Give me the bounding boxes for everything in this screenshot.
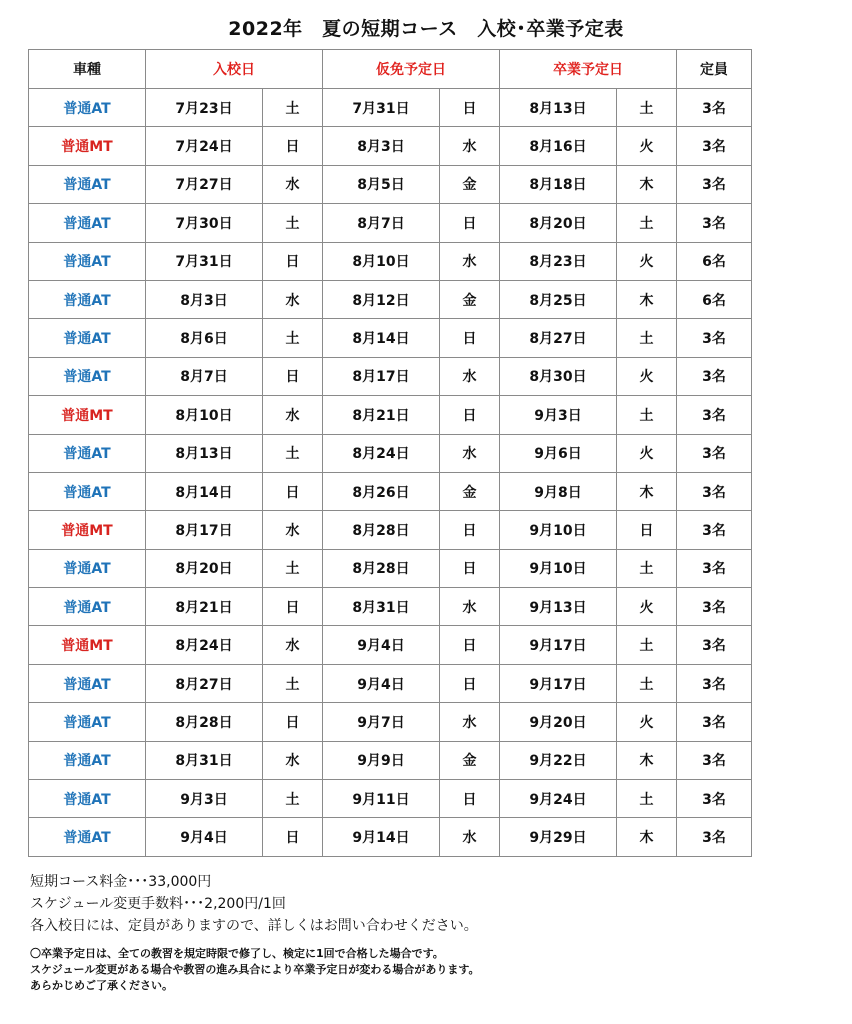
vehicle-type-cell: 普通AT (29, 319, 146, 357)
entry-weekday-cell: 土 (263, 89, 323, 127)
graduation-weekday-cell: 火 (617, 242, 677, 280)
graduation-weekday-cell: 土 (617, 549, 677, 587)
capacity-cell: 3名 (677, 434, 752, 472)
vehicle-type-cell: 普通AT (29, 664, 146, 702)
entry-date-cell: 8月13日 (146, 434, 263, 472)
entry-date-cell: 8月31日 (146, 741, 263, 779)
capacity-cell: 3名 (677, 549, 752, 587)
provisional-weekday-cell: 水 (440, 127, 500, 165)
vehicle-type-cell: 普通AT (29, 434, 146, 472)
entry-date-cell: 8月17日 (146, 511, 263, 549)
provisional-date-cell: 8月12日 (323, 280, 440, 318)
vehicle-type-cell: 普通AT (29, 89, 146, 127)
graduation-weekday-cell: 土 (617, 780, 677, 818)
entry-weekday-cell: 土 (263, 664, 323, 702)
entry-date-cell: 7月30日 (146, 204, 263, 242)
provisional-date-cell: 8月21日 (323, 396, 440, 434)
entry-weekday-cell: 土 (263, 204, 323, 242)
provisional-date-cell: 8月14日 (323, 319, 440, 357)
page-title: 2022年 夏の短期コース 入校･卒業予定表 (228, 18, 624, 40)
provisional-date-cell: 8月10日 (323, 242, 440, 280)
table-row (29, 818, 752, 856)
capacity-cell: 3名 (677, 396, 752, 434)
table-row (29, 626, 752, 664)
entry-date-cell: 8月3日 (146, 280, 263, 318)
entry-weekday-cell: 水 (263, 741, 323, 779)
provisional-date-cell: 8月28日 (323, 511, 440, 549)
provisional-date-cell: 9月4日 (323, 664, 440, 702)
graduation-weekday-cell: 火 (617, 357, 677, 395)
table-row (29, 588, 752, 626)
graduation-weekday-cell: 土 (617, 89, 677, 127)
header-entry-date: 入校日 (146, 50, 323, 89)
entry-weekday-cell: 日 (263, 472, 323, 510)
graduation-date-cell: 9月17日 (500, 664, 617, 702)
graduation-weekday-cell: 木 (617, 165, 677, 203)
provisional-date-cell: 8月17日 (323, 357, 440, 395)
provisional-weekday-cell: 日 (440, 664, 500, 702)
provisional-date-cell: 7月31日 (323, 89, 440, 127)
provisional-weekday-cell: 日 (440, 511, 500, 549)
graduation-date-cell: 9月20日 (500, 703, 617, 741)
capacity-cell: 3名 (677, 357, 752, 395)
provisional-date-cell: 8月31日 (323, 588, 440, 626)
capacity-cell: 3名 (677, 818, 752, 856)
entry-date-cell: 8月7日 (146, 357, 263, 395)
entry-date-cell: 7月31日 (146, 242, 263, 280)
provisional-weekday-cell: 金 (440, 472, 500, 510)
graduation-date-cell: 9月6日 (500, 434, 617, 472)
graduation-weekday-cell: 土 (617, 626, 677, 664)
capacity-cell: 3名 (677, 127, 752, 165)
provisional-weekday-cell: 日 (440, 549, 500, 587)
provisional-date-cell: 9月11日 (323, 780, 440, 818)
provisional-weekday-cell: 水 (440, 357, 500, 395)
entry-weekday-cell: 土 (263, 549, 323, 587)
table-row (29, 511, 752, 549)
entry-date-cell: 7月23日 (146, 89, 263, 127)
capacity-cell: 3名 (677, 664, 752, 702)
fine-print-line: あらかじめご了承ください。 (30, 979, 173, 992)
vehicle-type-cell: 普通AT (29, 703, 146, 741)
entry-weekday-cell: 日 (263, 357, 323, 395)
table-row (29, 472, 752, 510)
vehicle-type-cell: 普通AT (29, 280, 146, 318)
entry-date-cell: 7月24日 (146, 127, 263, 165)
graduation-date-cell: 9月29日 (500, 818, 617, 856)
graduation-date-cell: 8月23日 (500, 242, 617, 280)
table-row (29, 703, 752, 741)
entry-date-cell: 8月24日 (146, 626, 263, 664)
graduation-date-cell: 8月25日 (500, 280, 617, 318)
table-body (29, 89, 752, 857)
table-row (29, 357, 752, 395)
header-type: 車種 (29, 50, 146, 89)
entry-date-cell: 8月27日 (146, 664, 263, 702)
provisional-weekday-cell: 日 (440, 319, 500, 357)
provisional-weekday-cell: 水 (440, 588, 500, 626)
capacity-cell: 3名 (677, 588, 752, 626)
entry-weekday-cell: 水 (263, 626, 323, 664)
entry-weekday-cell: 日 (263, 127, 323, 165)
vehicle-type-cell: 普通AT (29, 741, 146, 779)
graduation-weekday-cell: 土 (617, 396, 677, 434)
entry-date-cell: 8月14日 (146, 472, 263, 510)
provisional-date-cell: 8月3日 (323, 127, 440, 165)
entry-weekday-cell: 日 (263, 588, 323, 626)
vehicle-type-cell: 普通AT (29, 204, 146, 242)
table-row (29, 396, 752, 434)
capacity-cell: 3名 (677, 511, 752, 549)
vehicle-type-cell: 普通AT (29, 242, 146, 280)
capacity-cell: 3名 (677, 626, 752, 664)
table-row (29, 204, 752, 242)
vehicle-type-cell: 普通AT (29, 818, 146, 856)
graduation-weekday-cell: 火 (617, 434, 677, 472)
provisional-weekday-cell: 金 (440, 741, 500, 779)
entry-weekday-cell: 土 (263, 434, 323, 472)
schedule-table (28, 49, 752, 857)
header-graduation-date: 卒業予定日 (500, 50, 677, 89)
provisional-date-cell: 8月5日 (323, 165, 440, 203)
capacity-cell: 3名 (677, 703, 752, 741)
provisional-date-cell: 9月14日 (323, 818, 440, 856)
provisional-weekday-cell: 金 (440, 280, 500, 318)
graduation-date-cell: 9月24日 (500, 780, 617, 818)
provisional-weekday-cell: 金 (440, 165, 500, 203)
capacity-cell: 3名 (677, 741, 752, 779)
table-row (29, 780, 752, 818)
capacity-cell: 3名 (677, 319, 752, 357)
table-row (29, 434, 752, 472)
entry-date-cell: 8月20日 (146, 549, 263, 587)
entry-weekday-cell: 日 (263, 242, 323, 280)
capacity-cell: 3名 (677, 89, 752, 127)
graduation-date-cell: 8月13日 (500, 89, 617, 127)
provisional-weekday-cell: 日 (440, 204, 500, 242)
graduation-weekday-cell: 火 (617, 588, 677, 626)
entry-weekday-cell: 日 (263, 703, 323, 741)
schedule-change-fee-note: スケジュール変更手数料･･･2,200円/1回 (30, 896, 286, 912)
header-provisional-date: 仮免予定日 (323, 50, 500, 89)
graduation-date-cell: 8月27日 (500, 319, 617, 357)
vehicle-type-cell: 普通MT (29, 511, 146, 549)
entry-weekday-cell: 日 (263, 818, 323, 856)
graduation-date-cell: 8月16日 (500, 127, 617, 165)
provisional-weekday-cell: 日 (440, 396, 500, 434)
entry-weekday-cell: 土 (263, 319, 323, 357)
provisional-date-cell: 8月24日 (323, 434, 440, 472)
graduation-date-cell: 8月30日 (500, 357, 617, 395)
graduation-weekday-cell: 日 (617, 511, 677, 549)
notes (30, 871, 478, 937)
graduation-date-cell: 8月18日 (500, 165, 617, 203)
table-row (29, 165, 752, 203)
provisional-date-cell: 9月4日 (323, 626, 440, 664)
table-row (29, 664, 752, 702)
graduation-date-cell: 9月22日 (500, 741, 617, 779)
entry-date-cell: 9月3日 (146, 780, 263, 818)
vehicle-type-cell: 普通AT (29, 472, 146, 510)
entry-weekday-cell: 土 (263, 780, 323, 818)
graduation-date-cell: 9月8日 (500, 472, 617, 510)
graduation-weekday-cell: 木 (617, 741, 677, 779)
graduation-weekday-cell: 火 (617, 703, 677, 741)
capacity-cell: 3名 (677, 780, 752, 818)
provisional-weekday-cell: 水 (440, 703, 500, 741)
table-row (29, 242, 752, 280)
graduation-date-cell: 9月10日 (500, 549, 617, 587)
vehicle-type-cell: 普通MT (29, 127, 146, 165)
entry-date-cell: 8月10日 (146, 396, 263, 434)
graduation-date-cell: 9月10日 (500, 511, 617, 549)
entry-date-cell: 7月27日 (146, 165, 263, 203)
graduation-weekday-cell: 火 (617, 127, 677, 165)
capacity-cell: 6名 (677, 280, 752, 318)
graduation-weekday-cell: 土 (617, 204, 677, 242)
capacity-note: 各入校日には、定員がありますので、詳しくはお問い合わせください。 (30, 918, 478, 934)
vehicle-type-cell: 普通AT (29, 165, 146, 203)
graduation-weekday-cell: 土 (617, 664, 677, 702)
capacity-cell: 3名 (677, 165, 752, 203)
fine-print-line: 〇卒業予定日は、全ての教習を規定時限で修了し、検定に1回で合格した場合です。 (30, 947, 444, 960)
provisional-date-cell: 8月7日 (323, 204, 440, 242)
table-row (29, 280, 752, 318)
graduation-weekday-cell: 木 (617, 472, 677, 510)
provisional-date-cell: 9月7日 (323, 703, 440, 741)
table-row (29, 319, 752, 357)
entry-date-cell: 8月6日 (146, 319, 263, 357)
graduation-date-cell: 9月17日 (500, 626, 617, 664)
table-row (29, 127, 752, 165)
entry-date-cell: 8月21日 (146, 588, 263, 626)
graduation-weekday-cell: 土 (617, 319, 677, 357)
capacity-cell: 3名 (677, 472, 752, 510)
fine-print (30, 946, 479, 994)
provisional-date-cell: 8月26日 (323, 472, 440, 510)
capacity-cell: 3名 (677, 204, 752, 242)
table-header-row (29, 50, 752, 89)
graduation-weekday-cell: 木 (617, 818, 677, 856)
provisional-weekday-cell: 水 (440, 818, 500, 856)
provisional-weekday-cell: 日 (440, 89, 500, 127)
provisional-date-cell: 9月9日 (323, 741, 440, 779)
provisional-weekday-cell: 日 (440, 780, 500, 818)
vehicle-type-cell: 普通AT (29, 588, 146, 626)
graduation-date-cell: 9月3日 (500, 396, 617, 434)
graduation-date-cell: 8月20日 (500, 204, 617, 242)
graduation-weekday-cell: 木 (617, 280, 677, 318)
provisional-weekday-cell: 水 (440, 434, 500, 472)
table-row (29, 549, 752, 587)
table-row (29, 741, 752, 779)
graduation-date-cell: 9月13日 (500, 588, 617, 626)
course-fee-note: 短期コース料金･･･33,000円 (30, 874, 212, 890)
provisional-weekday-cell: 水 (440, 242, 500, 280)
entry-date-cell: 8月28日 (146, 703, 263, 741)
entry-date-cell: 9月4日 (146, 818, 263, 856)
provisional-date-cell: 8月28日 (323, 549, 440, 587)
capacity-cell: 6名 (677, 242, 752, 280)
entry-weekday-cell: 水 (263, 165, 323, 203)
entry-weekday-cell: 水 (263, 511, 323, 549)
vehicle-type-cell: 普通MT (29, 626, 146, 664)
entry-weekday-cell: 水 (263, 396, 323, 434)
vehicle-type-cell: 普通AT (29, 357, 146, 395)
vehicle-type-cell: 普通AT (29, 780, 146, 818)
fine-print-line: スケジュール変更がある場合や教習の進み具合により卒業予定日が変わる場合があります。 (30, 963, 480, 976)
header-capacity: 定員 (677, 50, 752, 89)
entry-weekday-cell: 水 (263, 280, 323, 318)
table-row (29, 89, 752, 127)
vehicle-type-cell: 普通MT (29, 396, 146, 434)
vehicle-type-cell: 普通AT (29, 549, 146, 587)
provisional-weekday-cell: 日 (440, 626, 500, 664)
